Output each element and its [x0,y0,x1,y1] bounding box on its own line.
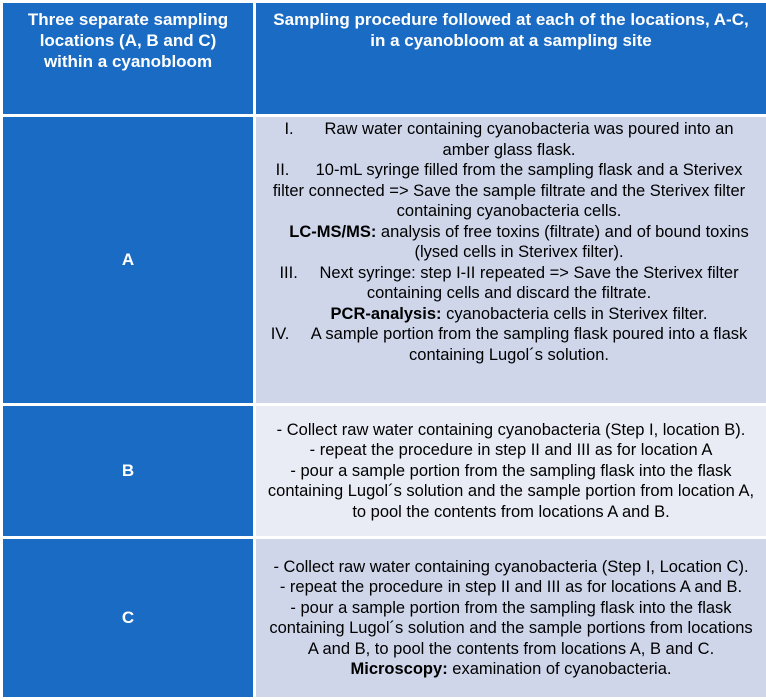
procedure-line: - repeat the procedure in step II and III as for locations A and B. [262,577,760,598]
location-a-procedure [255,116,766,405]
step-item [264,263,754,304]
step-number: IV. [271,324,311,345]
table-row [2,538,766,699]
header-row [2,2,766,116]
note-label: PCR-analysis: [331,305,442,323]
table-row [2,405,766,538]
note-text: analysis of free toxins (filtrate) and of bound toxins (lysed cells in Sterivex filter). [376,223,748,262]
step-text: A sample portion from the sampling flask poured into a flask containing Lugol´s solution. [311,325,748,364]
location-c-label: C [2,538,255,699]
procedure-line: - pour a sample portion from the sampling flask into the flask containing Lugol´s solution and the sample portion from location A, to pool the contents from locations A and B. [262,461,760,523]
step-number: III. [279,263,319,284]
step-text: 10-mL syringe filled from the sampling flask and a Sterivex filter connected => Save the sample filtrate and the Sterivex filter containing cyanobacteria cells. [273,161,745,220]
location-b-procedure [255,405,766,538]
procedure-line: - Collect raw water containing cyanobacteria (Step I, location B). [262,420,760,441]
step-item [264,160,754,222]
step-text: Raw water containing cyanobacteria was poured into an amber glass flask. [324,120,733,159]
location-c-procedure [255,538,766,699]
procedure-line: - repeat the procedure in step II and III as for location A [262,440,760,461]
note-label: LC-MS/MS: [289,223,376,241]
lcmsms-note [264,222,754,263]
location-a-label: A [2,116,255,405]
pcr-note [264,304,754,325]
table-row [2,116,766,405]
note-text: examination of cyanobacteria. [448,660,672,678]
location-a-steps [256,119,766,365]
header-locations: Three separate sampling locations (A, B and C) within a cyanobloom [2,2,255,116]
procedure-line: - Collect raw water containing cyanobacteria (Step I, Location C). [262,557,760,578]
note-label: Microscopy: [351,660,448,678]
header-procedure: Sampling procedure followed at each of the locations, A-C, in a cyanobloom at a sampling site [255,2,766,116]
step-item [264,324,754,365]
procedure-line: - pour a sample portion from the sampling flask into the flask containing Lugol´s solution and the sample portions from locations A and B, to pool the contents from locations A, B and C. [262,598,760,660]
note-text: cyanobacteria cells in Sterivex filter. [442,305,708,323]
step-number: II. [276,160,316,181]
step-item [264,119,754,160]
location-b-label: B [2,405,255,538]
step-text: Next syringe: step I-II repeated => Save the Sterivex filter containing cells and discard the filtrate. [319,264,738,303]
step-number: I. [284,119,324,140]
microscopy-note [262,659,760,680]
